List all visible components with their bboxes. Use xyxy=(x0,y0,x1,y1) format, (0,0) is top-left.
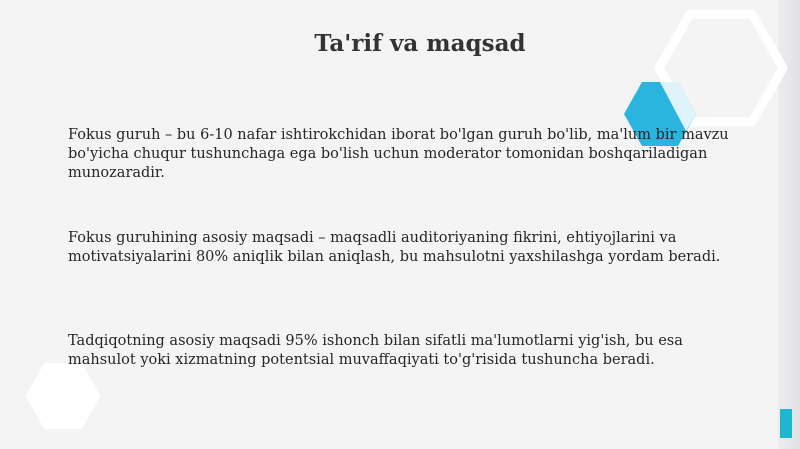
slide-title: Ta'rif va maqsad xyxy=(314,30,526,57)
white-hexagon-icon xyxy=(29,366,97,426)
definition-paragraph: Fokus guruh – bu 6-10 nafar ishtirokchidan iborat bo'lgan guruh bo'lib, ma'lum bir mavzu bo'yicha chuqur tushunchaga ega bo'lish uchun moderator tomonidan boshqariladigan munozaradir. xyxy=(68,127,729,181)
goal-paragraph: Fokus guruhining asosiy maqsadi – maqsadli auditoriyaning fikrini, ehtiyojlarini va motivatsiyalarini 80% aniqlik bilan aniqlash, bu mahsulotni yaxshilashga yordam beradi. xyxy=(68,230,721,265)
research-goal-paragraph: Tadqiqotning asosiy maqsadi 95% ishonch bilan sifatli ma'lumotlarni yig'ish, bu esa mahsulot yoki xizmatning potentsial muvaffaqiyati to'g'risida tushuncha beradi. xyxy=(68,333,683,368)
accent-tab-icon xyxy=(780,409,792,438)
